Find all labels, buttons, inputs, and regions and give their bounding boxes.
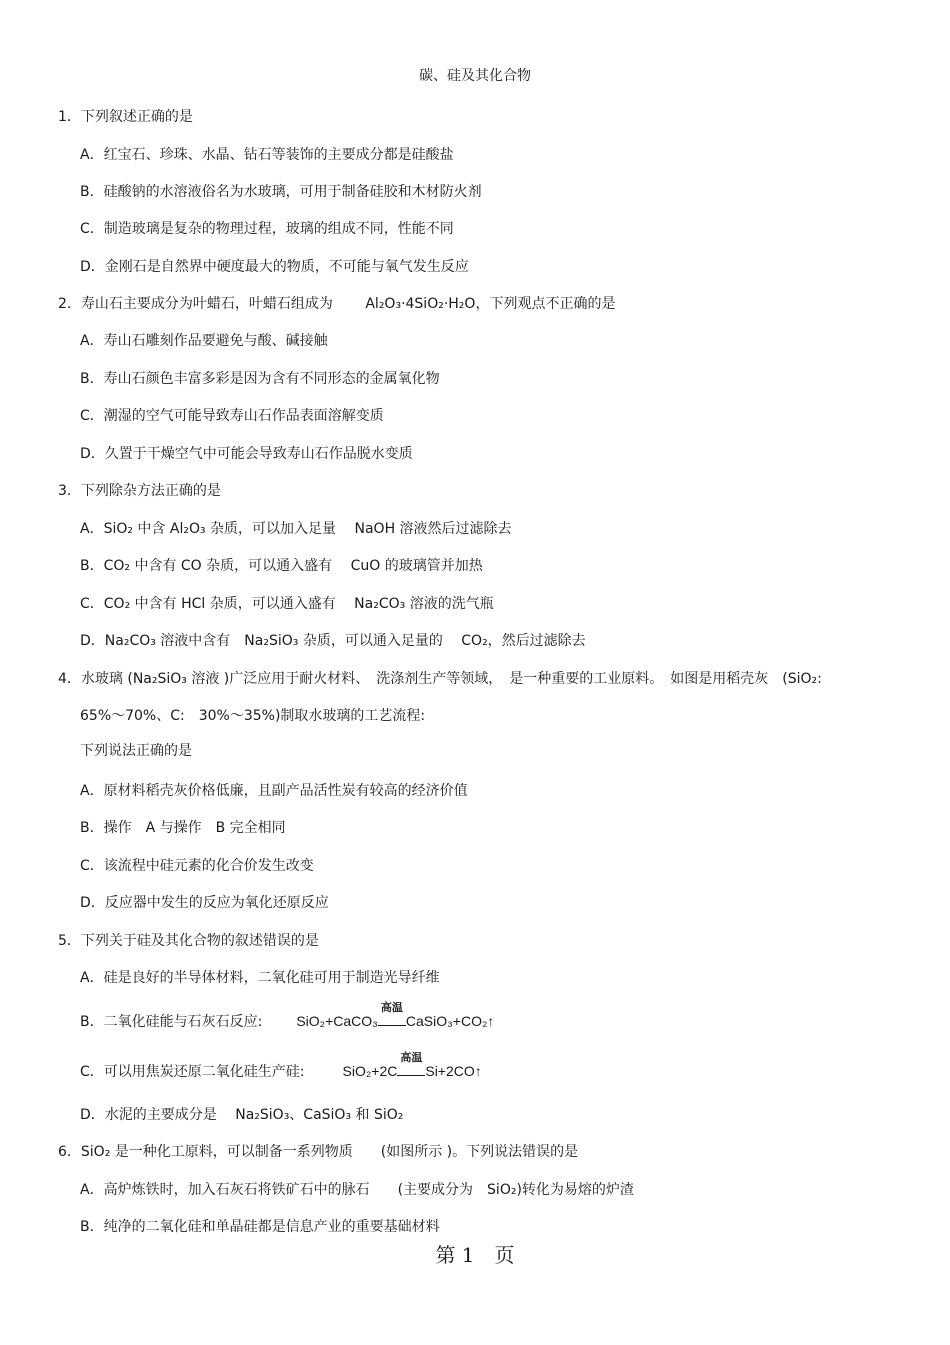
question-1-option-d: D．金刚石是自然界中硬度最大的物质，不可能与氧气发生反应 (80, 259, 469, 275)
page-number-footer: 第 1 页 (435, 1243, 515, 1267)
question-2-option-d: D．久置于干燥空气中可能会导致寿山石作品脱水变质 (80, 446, 413, 462)
question-2-option-a: A．寿山石雕刻作品要避免与酸、碱接触 (80, 333, 328, 349)
equation-c-condition-arrow (397, 1051, 425, 1082)
equation-b-condition: 高温 (380, 1001, 403, 1014)
equation-c-products: Si+2CO↑ (425, 1063, 482, 1079)
question-4-stem-line-3: 下列说法正确的是 (80, 743, 192, 759)
question-5-option-a: A．硅是良好的半导体材料，二氧化硅可用于制造光导纤维 (80, 970, 440, 986)
question-3-option-a: A．SiO₂ 中含 Al₂O₃ 杂质，可以加入足量 NaOH 溶液然后过滤除去 (80, 521, 512, 537)
question-5-option-d: D．水泥的主要成分是 Na₂SiO₃、CaSiO₃ 和 SiO₂ (80, 1107, 404, 1123)
question-5-option-c-text: C．可以用焦炭还原二氧化硅生产硅: (80, 1064, 305, 1080)
question-5-option-b (80, 1001, 495, 1032)
question-3-option-c: C．CO₂ 中含有 HCl 杂质，可以通入盛有 Na₂CO₃ 溶液的洗气瓶 (80, 596, 494, 612)
question-2-option-b: B．寿山石颜色丰富多彩是因为含有不同形态的金属氧化物 (80, 371, 440, 387)
question-5-stem: 5．下列关于硅及其化合物的叙述错误的是 (58, 933, 319, 949)
question-3-option-d: D．Na₂CO₃ 溶液中含有 Na₂SiO₃ 杂质，可以通入足量的 CO₂，然后过滤除去 (80, 633, 586, 649)
question-5-option-c (80, 1051, 482, 1082)
question-1-stem: 1．下列叙述正确的是 (58, 109, 193, 125)
question-1-option-a: A．红宝石、珍珠、水晶、钻石等装饰的主要成分都是硅酸盐 (80, 147, 454, 163)
question-3-stem: 3．下列除杂方法正确的是 (58, 483, 221, 499)
question-5-option-b-text: B．二氧化硅能与石灰石反应: (80, 1014, 263, 1030)
question-4-option-a: A．原材料稻壳灰价格低廉，且副产品活性炭有较高的经济价值 (80, 783, 468, 799)
question-1-option-b: B．硅酸钠的水溶液俗名为水玻璃，可用于制备硅胶和木材防火剂 (80, 184, 482, 200)
question-2-option-c: C．潮湿的空气可能导致寿山石作品表面溶解变质 (80, 408, 384, 424)
equation-b-products: CaSiO₃+CO₂↑ (405, 1013, 495, 1029)
document-title: 碳、硅及其化合物 (419, 68, 531, 84)
question-6-option-b: B．纯净的二氧化硅和单晶硅都是信息产业的重要基础材料 (80, 1219, 440, 1235)
question-4-option-d: D．反应器中发生的反应为氧化还原反应 (80, 895, 329, 911)
question-1-option-c: C．制造玻璃是复杂的物理过程，玻璃的组成不同，性能不同 (80, 221, 454, 237)
question-3-option-b: B．CO₂ 中含有 CO 杂质，可以通入盛有 CuO 的玻璃管并加热 (80, 558, 483, 574)
equation-b-condition-arrow (378, 1001, 406, 1032)
question-2-stem: 2．寿山石主要成分为叶蜡石，叶蜡石组成为 Al₂O₃·4SiO₂·H₂O，下列观点不正确的是 (58, 296, 616, 312)
question-6-option-a: A．高炉炼铁时，加入石灰石将铁矿石中的脉石 (主要成分为 SiO₂)转化为易熔的炉渣 (80, 1182, 634, 1198)
question-4-stem-line-2: 65%～70%、C: 30%～35%)制取水玻璃的工艺流程: (80, 708, 426, 724)
question-4-option-c: C．该流程中硅元素的化合价发生改变 (80, 858, 314, 874)
equation-c-reactants: SiO₂+2C (342, 1063, 398, 1079)
question-6-stem: 6．SiO₂ 是一种化工原料，可以制备一系列物质 (如图所示 )。下列说法错误的是 (58, 1144, 579, 1160)
equation-b-reactants: SiO₂+CaCO₃ (296, 1013, 378, 1029)
question-4-option-b: B．操作 A 与操作 B 完全相同 (80, 820, 286, 836)
equation-c-condition: 高温 (400, 1051, 423, 1064)
question-4-stem-line-1: 4．水玻璃 (Na₂SiO₃ 溶液 )广泛应用于耐火材料、 洗涤剂生产等领域， 是一种重要的工业原料。 如图是用稻壳灰 (SiO₂: (58, 671, 822, 687)
